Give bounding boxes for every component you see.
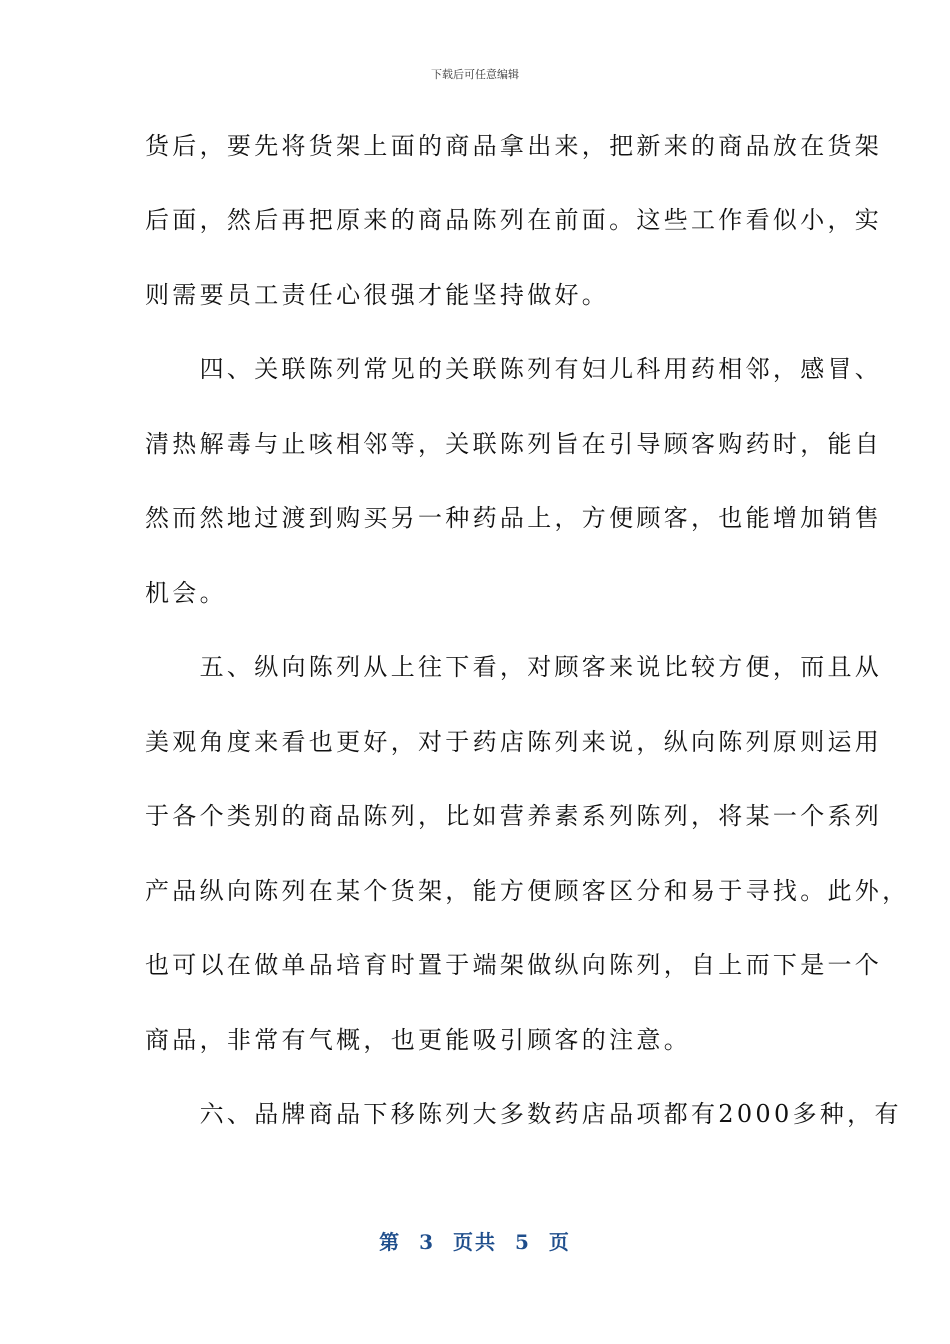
body-line: 产品纵向陈列在某个货架，能方便顾客区分和易于寻找。此外， bbox=[145, 877, 910, 905]
body-line: 五、纵向陈列从上往下看，对顾客来说比较方便，而且从 bbox=[145, 653, 883, 681]
body-line: 机会。 bbox=[145, 579, 227, 607]
page-number-footer bbox=[0, 1226, 950, 1255]
total-page-count: 5 bbox=[515, 1230, 531, 1254]
footer-prefix: 第 bbox=[379, 1230, 402, 1254]
current-page-number: 3 bbox=[419, 1230, 435, 1254]
body-line: 于各个类别的商品陈列，比如营养素系列陈列，将某一个系列 bbox=[145, 802, 883, 830]
body-line: 货后，要先将货架上面的商品拿出来，把新来的商品放在货架 bbox=[145, 132, 883, 160]
body-line: 也可以在做单品培育时置于端架做纵向陈列，自上而下是一个 bbox=[145, 951, 883, 979]
body-line: 美观角度来看也更好，对于药店陈列来说，纵向陈列原则运用 bbox=[145, 728, 883, 756]
footer-middle: 页共 bbox=[453, 1230, 497, 1254]
body-line: 四、关联陈列常见的关联陈列有妇儿科用药相邻，感冒、 bbox=[145, 355, 883, 383]
body-line: 商品，非常有气概，也更能吸引顾客的注意。 bbox=[145, 1026, 691, 1054]
footer-suffix: 页 bbox=[548, 1230, 571, 1254]
body-line: 后面，然后再把原来的商品陈列在前面。这些工作看似小，实 bbox=[145, 206, 883, 234]
body-line: 然而然地过渡到购买另一种药品上，方便顾客，也能增加销售 bbox=[145, 504, 883, 532]
body-line: 则需要员工责任心很强才能坚持做好。 bbox=[145, 281, 610, 309]
body-line: 清热解毒与止咳相邻等，关联陈列旨在引导顾客购药时，能自 bbox=[145, 430, 883, 458]
page-header-note: 下载后可任意编辑 bbox=[431, 68, 519, 81]
body-line: 六、品牌商品下移陈列大多数药店品项都有2000多种，有 bbox=[145, 1100, 902, 1128]
